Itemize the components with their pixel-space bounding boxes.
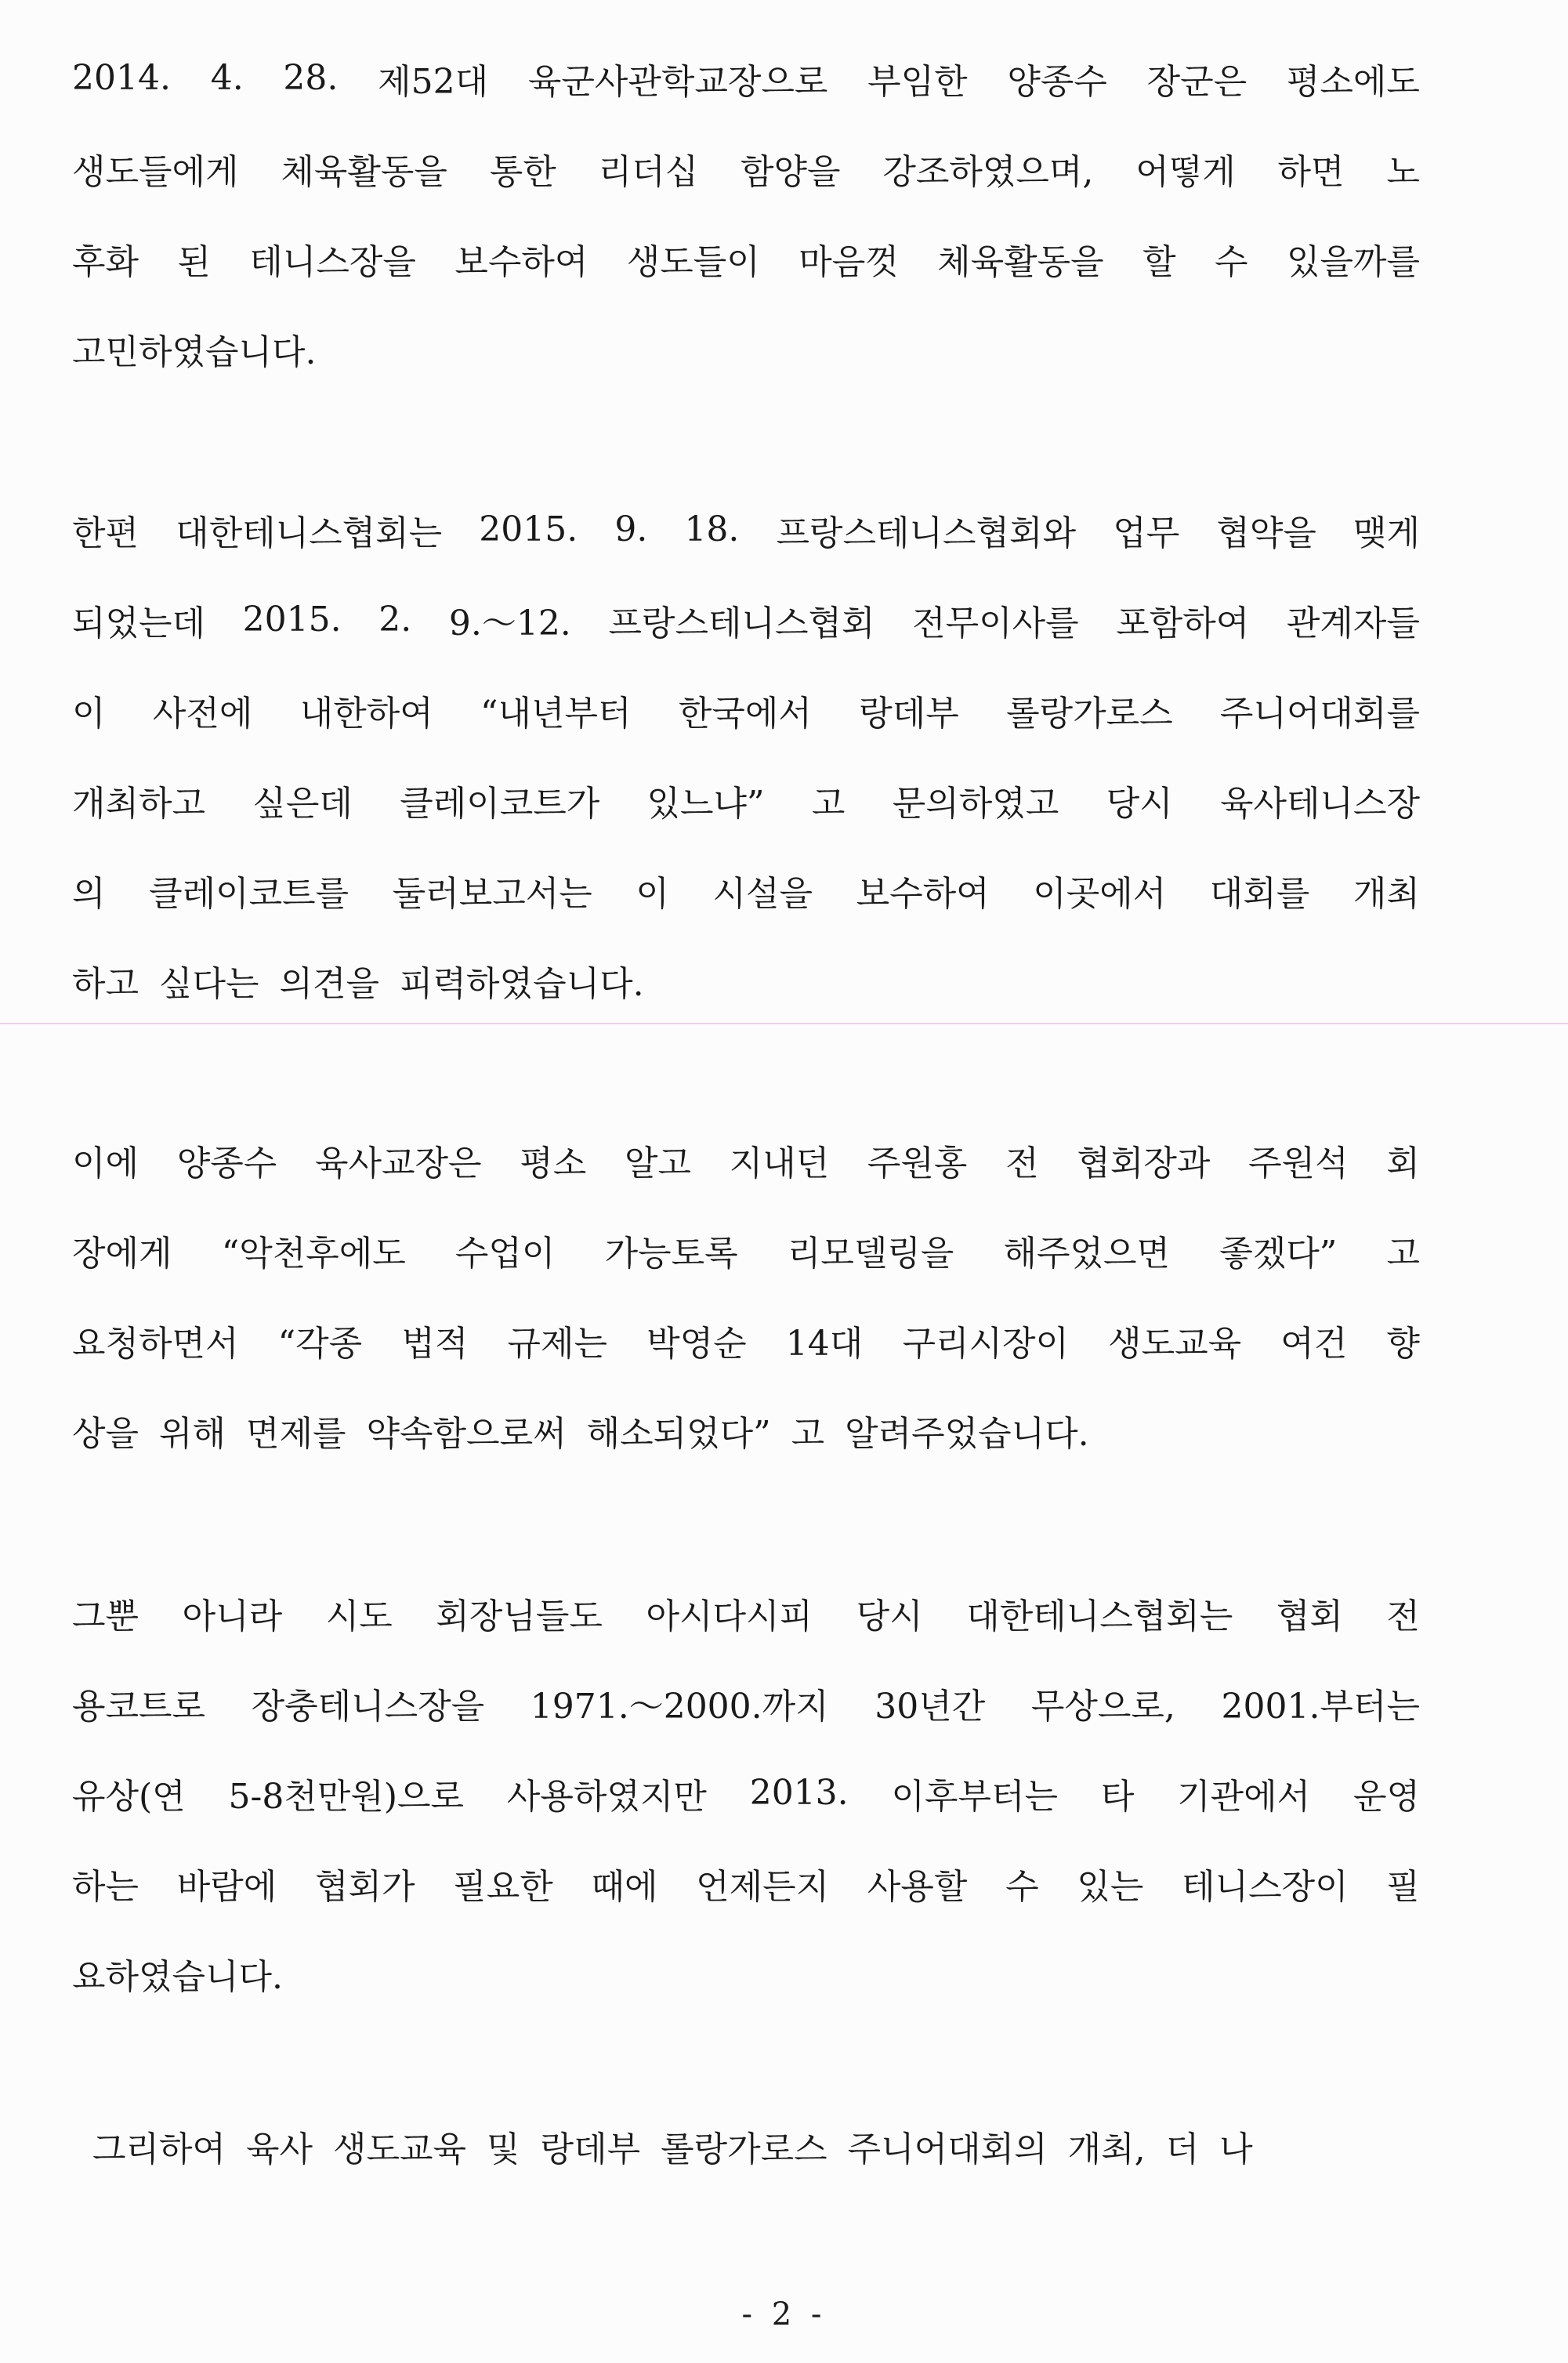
paragraph-2 — [72, 484, 1420, 1025]
page-number: - 2 - — [741, 2296, 827, 2332]
text-line: 후화 된 테니스장을 보수하여 생도들이 마음껏 체육활동을 할 수 있을까를 — [72, 241, 1420, 282]
text-line: 이 사전에 내한하여 “내년부터 한국에서 랑데부 롤랑가로스 주니어대회를 — [72, 693, 1420, 734]
text-line: 의 클레이코트를 둘러보고서는 이 시설을 보수하여 이곳에서 대회를 개최 — [72, 873, 1420, 914]
text-line: 상을 위해 면제를 약속함으로써 해소되었다” 고 알려주었습니다. — [72, 1413, 1089, 1454]
paragraph-5 — [92, 2100, 1420, 2191]
text-line: 요하였습니다. — [72, 1956, 284, 1997]
text-line: 요청하면서 “각종 법적 규제는 박영순 14대 구리시장이 생도교육 여건 향 — [72, 1323, 1420, 1364]
text-line: 2014. 4. 28. 제52대 육군사관학교장으로 부임한 양종수 장군은 평소에도 — [72, 58, 1420, 102]
paragraph-3 — [72, 1114, 1420, 1475]
page-divider — [0, 1023, 1568, 1024]
text-line: 용코트로 장충테니스장을 1971.～2000.까지 30년간 무상으로, 2001.부터는 — [72, 1686, 1420, 1727]
text-line: 개최하고 싶은데 클레이코트가 있느냐” 고 문의하였고 당시 육사테니스장 — [72, 783, 1420, 824]
paragraph-1 — [72, 33, 1420, 393]
text-line: 유상(연 5-8천만원)으로 사용하였지만 2013. 이후부터는 타 기관에서 운영 — [72, 1773, 1420, 1817]
text-line: 되었는데 2015. 2. 9.～12. 프랑스테니스협회 전무이사를 포함하여 관계자들 — [72, 600, 1420, 643]
text-line: 그뿐 아니라 시도 회장님들도 아시다시피 당시 대한테니스협회는 협회 전 — [72, 1596, 1420, 1636]
text-line: 하는 바람에 협회가 필요한 때에 언제든지 사용할 수 있는 테니스장이 필 — [72, 1866, 1420, 1907]
text-line: 한편 대한테니스협회는 2015. 9. 18. 프랑스테니스협회와 업무 협약을 맺게 — [72, 509, 1420, 553]
text-line: 이에 양종수 육사교장은 평소 알고 지내던 주원홍 전 협회장과 주원석 회 — [72, 1143, 1420, 1183]
text-line: 하고 싶다는 의견을 피력하였습니다. — [72, 963, 644, 1004]
paragraph-4 — [72, 1567, 1420, 2018]
text-line: 생도들에게 체육활동을 통한 리더십 함양을 강조하였으며, 어떻게 하면 노 — [72, 151, 1420, 192]
text-line: 장에게 “악천후에도 수업이 가능토록 리모델링을 해주었으면 좋겠다” 고 — [72, 1233, 1420, 1274]
text-line: 고민하였습니다. — [72, 332, 317, 372]
text-line: 그리하여 육사 생도교육 및 랑데부 롤랑가로스 주니어대회의 개최, 더 나 — [92, 2129, 1253, 2169]
